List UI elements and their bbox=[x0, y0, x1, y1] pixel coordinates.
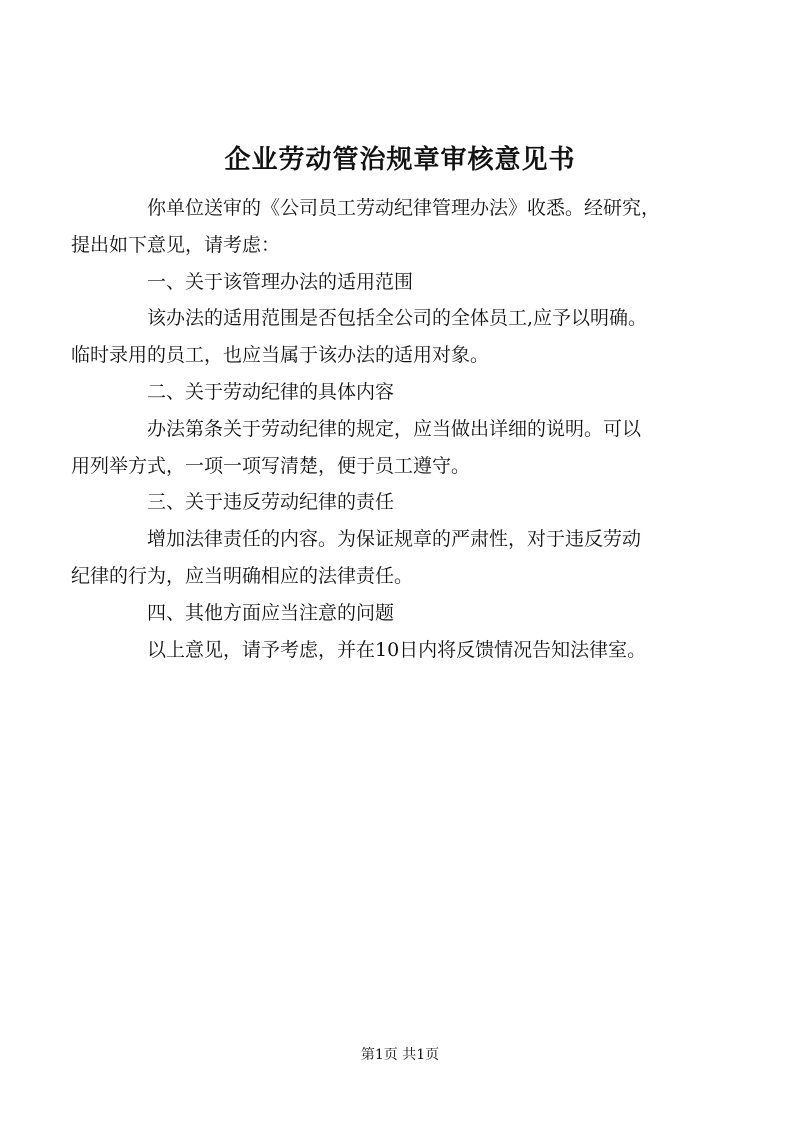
page-number-footer: 第1页 共1页 bbox=[360, 1047, 440, 1063]
heading-line: 四、其他方面应当注意的问题 bbox=[147, 601, 395, 624]
paragraph-1 bbox=[71, 190, 709, 264]
paragraph-line: 以上意见，请予考虑，并在10日内将反馈情况告知法律室。 bbox=[147, 638, 647, 661]
section-heading-1 bbox=[109, 264, 709, 301]
paragraph-line: 用列举方式，一项一项写清楚，便于员工遵守。 bbox=[71, 454, 471, 477]
document-body bbox=[71, 190, 709, 668]
section-heading-2 bbox=[109, 374, 709, 411]
paragraph-line: 你单位送审的《公司员工劳动纪律管理办法》收悉。经研究， bbox=[147, 197, 661, 219]
section-heading-4 bbox=[109, 595, 709, 632]
paragraph-line: 提出如下意见，请考虑： bbox=[71, 233, 281, 256]
paragraph-line: 该办法的适用范围是否包括全公司的全体员工,应予以明确。 bbox=[147, 307, 648, 330]
paragraph-3 bbox=[71, 411, 709, 485]
section-heading-3 bbox=[109, 484, 709, 521]
paragraph-line: 增加法律责任的内容。为保证规章的严肃性，对于违反劳动 bbox=[147, 528, 642, 551]
heading-line: 一、关于该管理办法的适用范围 bbox=[147, 270, 414, 293]
paragraph-line: 纪律的行为，应当明确相应的法律责任。 bbox=[71, 564, 414, 587]
document-title: 企业劳动管治规章审核意见书 bbox=[224, 145, 576, 175]
paragraph-line: 临时录用的员工，也应当属于该办法的适用对象。 bbox=[71, 344, 490, 367]
heading-line: 二、关于劳动纪律的具体内容 bbox=[147, 380, 395, 403]
heading-line: 三、关于违反劳动纪律的责任 bbox=[147, 491, 395, 514]
paragraph-line: 办法第条关于劳动纪律的规定，应当做出详细的说明。可以 bbox=[147, 417, 642, 440]
paragraph-4 bbox=[71, 521, 709, 595]
paragraph-5 bbox=[109, 632, 709, 669]
paragraph-2 bbox=[71, 300, 709, 374]
